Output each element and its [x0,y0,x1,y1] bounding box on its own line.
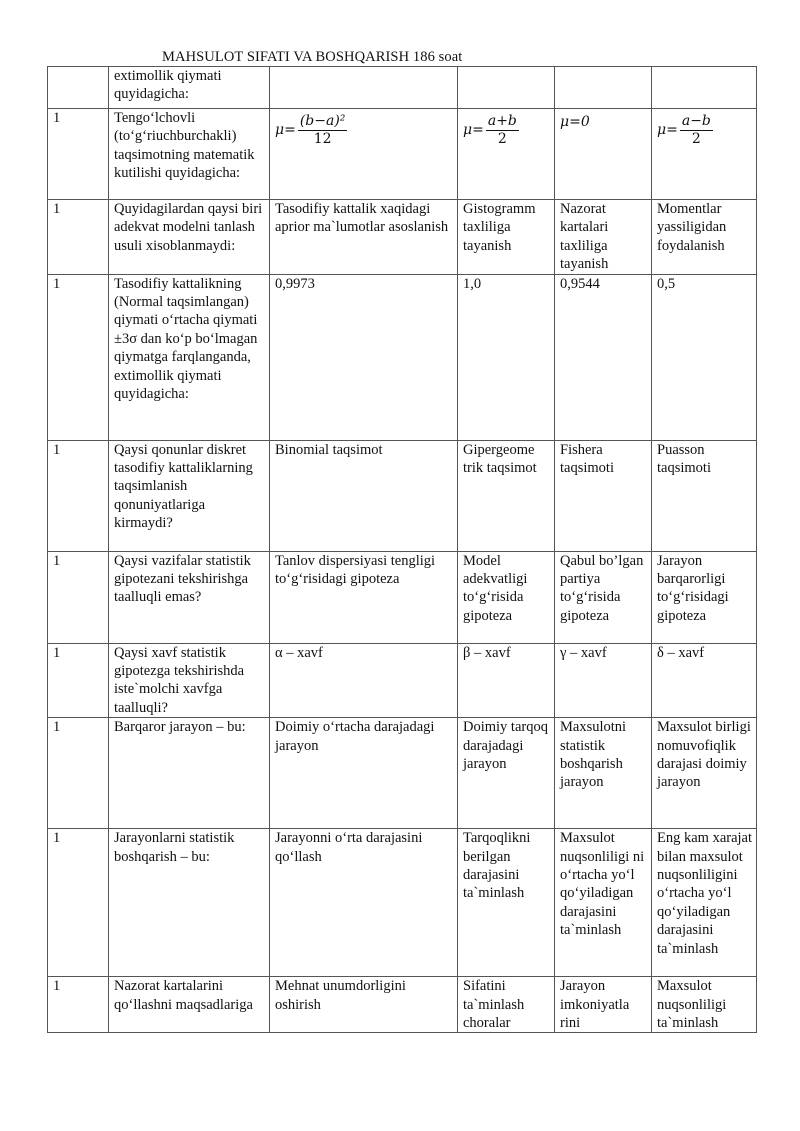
question-cell: extimollik qiymati quyidagicha: [109,67,270,109]
row-number: 1 [48,109,109,200]
table-row [48,829,757,977]
row-number: 1 [48,829,109,977]
formula-lhs: μ= [275,122,296,139]
row-number: 1 [48,643,109,718]
option-d-cell: δ – xavf [652,643,757,718]
option-c-cell: Nazorat kartalari taxliliga tayanish [555,200,652,275]
option-d-cell: Puasson taqsimoti [652,440,757,551]
option-c-cell: Fishera taqsimoti [555,440,652,551]
row-number: 1 [48,977,109,1033]
option-a-cell [270,109,458,200]
option-d-cell [652,109,757,200]
question-cell: Tengo‘lchovli (to‘g‘riuchburchakli) taqsimotning matematik kutilishi quyidagicha: [109,109,270,200]
table-row [48,440,757,551]
option-d-cell [652,67,757,109]
option-a-cell: Tanlov dispersiyasi tengligi to‘g‘risidagi gipoteza [270,551,458,643]
option-b-cell: Doimiy tarqoq darajadagi jarayon [458,718,555,829]
page-header: MAHSULOT SIFATI VA BOSHQARISH 186 soat [162,49,463,65]
option-b-cell: Sifatini ta`minlash choralar [458,977,555,1033]
question-cell: Tasodifiy kattalikning (Normal taqsimlangan) qiymati o‘rtacha qiymati ±3σ dan ko‘p bo‘lmagan qiymatga farqlanganda, extimollik qiymati quyidagicha: [109,274,270,440]
question-cell: Qaysi vazifalar statistik gipotezani tekshirishga taalluqli emas? [109,551,270,643]
formula-denominator: 2 [691,131,701,147]
option-a-cell: Binomial taqsimot [270,440,458,551]
table-row [48,200,757,275]
row-number [48,67,109,109]
table-row [48,718,757,829]
option-c-cell [555,109,652,200]
option-a-cell: 0,9973 [270,274,458,440]
table-row [48,109,757,200]
option-a-cell: Tasodifiy kattalik xaqidagi aprior ma`lumotlar asoslanish [270,200,458,275]
question-cell: Nazorat kartalarini qo‘llashni maqsadlariga [109,977,270,1033]
option-c-cell: 0,9544 [555,274,652,440]
option-d-cell: Maxsulot nuqsonliligi ta`minlash [652,977,757,1033]
table-row [48,977,757,1033]
option-b-cell: Gipergeome trik taqsimot [458,440,555,551]
question-cell: Qaysi qonunlar diskret tasodifiy kattaliklarning taqsimlanish qonuniyatlariga kirmaydi? [109,440,270,551]
formula [275,113,347,148]
option-c-cell [555,67,652,109]
formula-denominator: 2 [497,131,507,147]
option-d-cell: Maxsulot birligi nomuvofiqlik darajasi doimiy jarayon [652,718,757,829]
row-number: 1 [48,551,109,643]
question-cell: Jarayonlarni statistik boshqarish – bu: [109,829,270,977]
formula-denominator: 12 [313,131,332,147]
row-number: 1 [48,718,109,829]
table-row [48,551,757,643]
table-row [48,643,757,718]
option-d-cell: 0,5 [652,274,757,440]
question-cell: Qaysi xavf statistik gipotezga tekshirishda iste`molchi xavfga taalluqli? [109,643,270,718]
option-a-cell: Doimiy o‘rtacha darajadagi jarayon [270,718,458,829]
table-row [48,67,757,109]
formula-numerator: a+b [487,113,517,129]
row-number: 1 [48,200,109,275]
option-d-cell: Eng kam xarajat bilan maxsulot nuqsonliligini o‘rtacha yo‘l qo‘yiladigan darajasini ta`minlash [652,829,757,977]
option-c-cell: γ – xavf [555,643,652,718]
formula [560,113,590,131]
option-b-cell: β – xavf [458,643,555,718]
option-c-cell: Maxsulot nuqsonliligi ni o‘rtacha yo‘l qo‘yiladigan darajasini ta`minlash [555,829,652,977]
formula-lhs: μ= [463,122,484,139]
option-c-cell: Jarayon imkoniyatla rini [555,977,652,1033]
option-c-cell: Maxsulotni statistik boshqarish jarayon [555,718,652,829]
option-b-cell: Model adekvatligi to‘g‘risida gipoteza [458,551,555,643]
option-d-cell: Jarayon barqarorligi to‘g‘risidagi gipoteza [652,551,757,643]
formula-lhs: μ= [657,122,678,139]
option-d-cell: Momentlar yassiligidan foydalanish [652,200,757,275]
option-a-cell: Mehnat unumdorligini oshirish [270,977,458,1033]
formula-numerator: (b−a)² [299,113,346,129]
option-b-cell [458,109,555,200]
option-c-cell: Qabul bo’lgan partiya to‘g‘risida gipoteza [555,551,652,643]
question-cell: Quyidagilardan qaysi biri adekvat modelni tanlash usuli xisoblanmaydi: [109,200,270,275]
formula [463,113,519,148]
question-table [47,66,757,1033]
formula-numerator: a−b [681,113,711,129]
formula-lhs: μ=0 [560,114,590,130]
option-b-cell [458,67,555,109]
formula [657,113,713,148]
option-a-cell: Jarayonni o‘rta darajasini qo‘llash [270,829,458,977]
question-cell: Barqaror jarayon – bu: [109,718,270,829]
row-number: 1 [48,440,109,551]
option-b-cell: Gistogramm taxliliga tayanish [458,200,555,275]
option-a-cell [270,67,458,109]
table-row [48,274,757,440]
option-b-cell: Tarqoqlikni berilgan darajasini ta`minlash [458,829,555,977]
option-b-cell: 1,0 [458,274,555,440]
option-a-cell: α – xavf [270,643,458,718]
row-number: 1 [48,274,109,440]
